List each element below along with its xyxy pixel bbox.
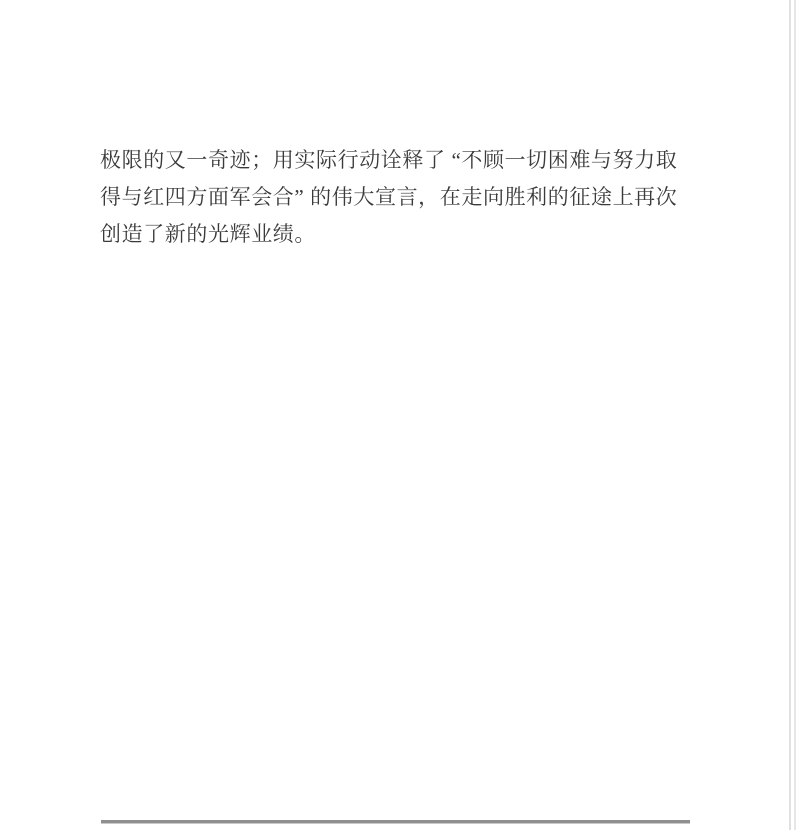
text-line-2: 得与红四方面军会合” 的伟大宣言，在走向胜利的征途上再次 bbox=[100, 185, 678, 209]
text-line-1: 极限的又一奇迹；用实际行动诠释了 “不顾一切困难与努力取 bbox=[100, 148, 678, 172]
page-edge-line-inner bbox=[789, 0, 791, 830]
text-line-3: 创造了新的光辉业绩。 bbox=[100, 222, 316, 246]
footer-rule bbox=[101, 820, 690, 824]
body-paragraph bbox=[100, 142, 700, 253]
page-edge-line-outer bbox=[794, 0, 796, 830]
